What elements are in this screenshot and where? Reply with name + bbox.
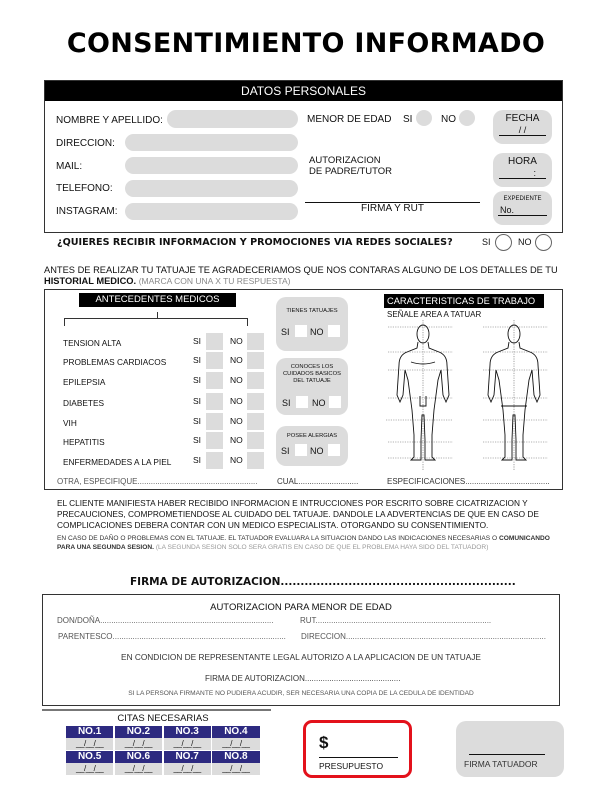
condition-no-checkbox[interactable] [247,432,264,449]
parentesco-field[interactable]: PARENTESCO.............................................................................. [58,632,286,641]
cita-slot[interactable] [212,751,259,775]
condition-no-checkbox[interactable] [247,372,264,389]
label-nombre: NOMBRE Y APELLIDO: [56,115,163,126]
citas-title: CITAS NECESARIAS [117,713,209,724]
hora-value: : [499,168,546,179]
condition-label: VIH [63,418,77,428]
promo-si-label: SI [482,237,491,247]
label-menor-de-edad: MENOR DE EDAD [307,114,392,125]
label-firma-rut: FIRMA Y RUT [361,203,424,214]
antecedentes-bracket [64,318,248,326]
allergies-no-checkbox[interactable] [328,444,340,456]
care-question-3: DEL TATUAJE [293,378,331,384]
condition-si-checkbox[interactable] [206,452,223,469]
condition-no-label: NO [230,375,243,385]
tattooist-signature-box[interactable] [456,721,564,777]
condition-no-checkbox[interactable] [247,393,264,410]
promo-no-label: NO [518,237,532,247]
care-question-2: CUIDADOS BASICOS [283,371,341,377]
cita-date[interactable]: __/__/__ [115,763,162,775]
cita-slot[interactable] [66,751,113,775]
id-copy-note: SI LA PERSONA FIRMANTE NO PUDIERA ACUDIR, SER NECESARIA UNA COPIA DE LA CEDULA DE IDENTIDAD [128,690,474,697]
allergies-no-label: NO [310,446,324,456]
hora-label: HORA [508,156,537,167]
expediente-box[interactable] [493,191,552,225]
condition-label: TENSION ALTA [63,338,122,348]
cita-date[interactable]: __/__/__ [164,763,211,775]
condition-si-checkbox[interactable] [206,413,223,430]
intro-line1: ANTES DE REALIZAR TU TATUAJE TE AGRADECERIAMOS QUE NOS CONTARAS ALGUNO DE LOS DETALLES DE TU [44,265,558,275]
consent-note [57,534,557,552]
tattoos-si-checkbox[interactable] [295,325,307,337]
cita-date[interactable]: __/__/__ [66,738,113,750]
condition-si-label: SI [193,375,202,385]
work-specifications[interactable]: ESPECIFICACIONES...................................... [387,477,550,486]
allergies-question: POSEE ALERGIAS [286,433,338,439]
promo-question: ¿QUIERES RECIBIR INFORMACION Y PROMOCIONES VIA REDES SOCIALES? [57,237,453,248]
condition-no-label: NO [230,396,243,406]
fecha-box[interactable] [493,110,552,144]
cita-slot[interactable] [212,726,259,750]
cita-number: NO.3 [164,726,211,738]
condition-no-checkbox[interactable] [247,452,264,469]
cita-number: NO.2 [115,726,162,738]
promo-si-radio[interactable] [495,234,512,251]
condition-no-checkbox[interactable] [247,413,264,430]
allergies-si-label: SI [281,446,290,456]
label-direccion: DIRECCION: [56,138,115,149]
minor-si-label: SI [403,114,413,125]
rut-field[interactable]: RUT............................................................................... [300,616,492,625]
label-telefono: TELEFONO: [56,183,113,194]
don-dona-field[interactable]: DON/DOÑA.............................................................................. [57,616,274,625]
currency-symbol: $ [319,733,329,752]
care-no-checkbox[interactable] [329,396,341,408]
condition-no-label: NO [230,435,243,445]
bracket-stem [157,312,158,318]
otra-especifique[interactable]: OTRA, ESPECIFIQUE...................................................... [57,477,258,486]
cita-number: NO.5 [66,751,113,763]
telefono-input[interactable] [125,180,298,197]
cita-date[interactable]: __/__/__ [115,738,162,750]
nombre-input[interactable] [167,110,298,128]
instagram-input[interactable] [125,203,298,220]
expediente-label: EXPEDIENTE [503,196,542,202]
consent-note-bold: COMUNICANDO PARA UNA SEGUNDA SESION. [57,535,550,551]
minor-no-radio[interactable] [459,110,475,126]
care-si-label: SI [282,398,291,408]
promo-no-radio[interactable] [535,234,552,251]
condition-si-checkbox[interactable] [206,372,223,389]
cita-slot[interactable] [66,726,113,750]
expediente-value: No. [498,205,547,216]
cita-date[interactable]: __/__/__ [212,763,259,775]
page-title: CONSENTIMIENTO INFORMADO [66,28,546,59]
care-si-checkbox[interactable] [296,396,308,408]
condition-si-label: SI [193,336,202,346]
intro-note: (MARCA CON UNA X TU RESPUESTA) [138,276,291,286]
tattoos-si-label: SI [281,327,290,337]
allergies-si-checkbox[interactable] [295,444,307,456]
condition-si-checkbox[interactable] [206,393,223,410]
cita-number: NO.1 [66,726,113,738]
condition-label: EPILEPSIA [63,377,106,387]
tattoos-question: TIENES TATUAJES [286,308,338,314]
condition-si-checkbox[interactable] [206,432,223,449]
work-header: CARACTERISTICAS DE TRABAJO [384,294,544,308]
budget-line [319,757,398,758]
minor-si-radio[interactable] [416,110,432,126]
citas-top-line [42,709,271,711]
personal-data-header: DATOS PERSONALES [45,81,562,101]
condition-no-label: NO [230,355,243,365]
tattoos-no-checkbox[interactable] [328,325,340,337]
cita-date[interactable]: __/__/__ [66,763,113,775]
personal-data-section [44,80,563,233]
condition-no-label: NO [230,455,243,465]
label-padre-tutor: DE PADRE/TUTOR [309,166,393,177]
condition-si-label: SI [193,416,202,426]
fecha-value: / / [499,125,546,136]
label-mail: MAIL: [56,161,83,172]
cita-slot[interactable] [164,726,211,750]
tattoos-box [276,297,348,351]
condition-no-label: NO [230,416,243,426]
consent-note-main: EN CASO DE DAÑO O PROBLEMAS CON EL TATUAJE. EL TATUADOR EVALUARA LA SITUACION DANDO LAS INDICACIONES NECESARIAS O [57,535,498,542]
mail-input[interactable] [125,157,298,174]
direccion-field[interactable]: DIRECCION.......................................................................................... [301,632,546,641]
cita-number: NO.7 [164,751,211,763]
cita-slot[interactable] [115,726,162,750]
consent-paragraph: EL CLIENTE MANIFIESTA HABER RECIBIDO INFORMACION E INTRUCCIONES POR ESCRITO SOBRE CICATRIZACION Y PRECAUCIONES, COMPROMETIENDOSE AL CUIDADO DEL TATUAJE. DANDOLE LA ADVERTENCIAS DE QUE EN CASO DE COMPLICACIONES DEBERA CONTAR CON UN MEDICO ESPECIALISTA. OTORGANDO SU CONSENTIMIENTO. [57,498,539,530]
cita-number: NO.4 [212,726,259,738]
condition-si-checkbox[interactable] [206,352,223,369]
citas-grid [66,726,261,776]
consent-note-grey: (LA SEGUNDA SESION SOLO SERA GRATIS EN CASO DE QUE EL PROBLEMA HAYA SIDO DEL TATUADOR) [155,544,489,551]
direccion-input[interactable] [125,134,298,151]
condition-si-checkbox[interactable] [206,333,223,350]
cita-slot[interactable] [115,751,162,775]
label-autorizacion: AUTORIZACION [309,155,381,166]
cita-number: NO.8 [212,751,259,763]
condition-si-label: SI [193,355,202,365]
firma-autorizacion[interactable]: FIRMA DE AUTORIZACION........................................................... [130,576,516,588]
antecedentes-header: ANTECEDENTES MEDICOS [79,293,236,307]
condition-no-checkbox[interactable] [247,352,264,369]
cita-date[interactable]: __/__/__ [164,738,211,750]
minor-firma-field[interactable]: FIRMA DE AUTORIZACION........................................... [205,674,401,683]
budget-box[interactable] [303,720,412,778]
cita-slot[interactable] [164,751,211,775]
intro-bold: HISTORIAL MEDICO. [44,276,137,286]
work-subtitle: SEÑALE AREA A TATUAR [387,310,482,319]
condition-label: HEPATITIS [63,437,105,447]
tattoos-no-label: NO [310,327,324,337]
tattooist-line [469,754,545,755]
legal-statement: EN CONDICION DE REPRESENTANTE LEGAL AUTORIZO A LA APLICACION DE UN TATUAJE [121,652,481,662]
care-question-1: CONOCES LOS [290,364,334,370]
condition-si-label: SI [193,396,202,406]
condition-no-checkbox[interactable] [247,333,264,350]
allergies-cual[interactable]: CUAL........................... [277,477,359,486]
minor-no-label: NO [441,114,456,125]
condition-no-label: NO [230,336,243,346]
fecha-label: FECHA [505,113,540,124]
body-diagram[interactable] [383,320,551,470]
condition-si-label: SI [193,455,202,465]
cita-number: NO.6 [115,751,162,763]
label-instagram: INSTAGRAM: [56,206,118,217]
cita-date[interactable]: __/__/__ [212,738,259,750]
condition-label: ENFERMEDADES A LA PIEL [63,457,172,467]
tattooist-label: FIRMA TATUADOR [464,759,538,769]
intro-line2 [44,276,290,286]
care-no-label: NO [312,398,326,408]
condition-label: PROBLEMAS CARDIACOS [63,357,167,367]
condition-si-label: SI [193,435,202,445]
hora-box[interactable] [493,153,552,187]
budget-label: PRESUPUESTO [319,761,384,771]
minor-auth-title: AUTORIZACION PARA MENOR DE EDAD [210,602,392,613]
condition-label: DIABETES [63,398,105,408]
